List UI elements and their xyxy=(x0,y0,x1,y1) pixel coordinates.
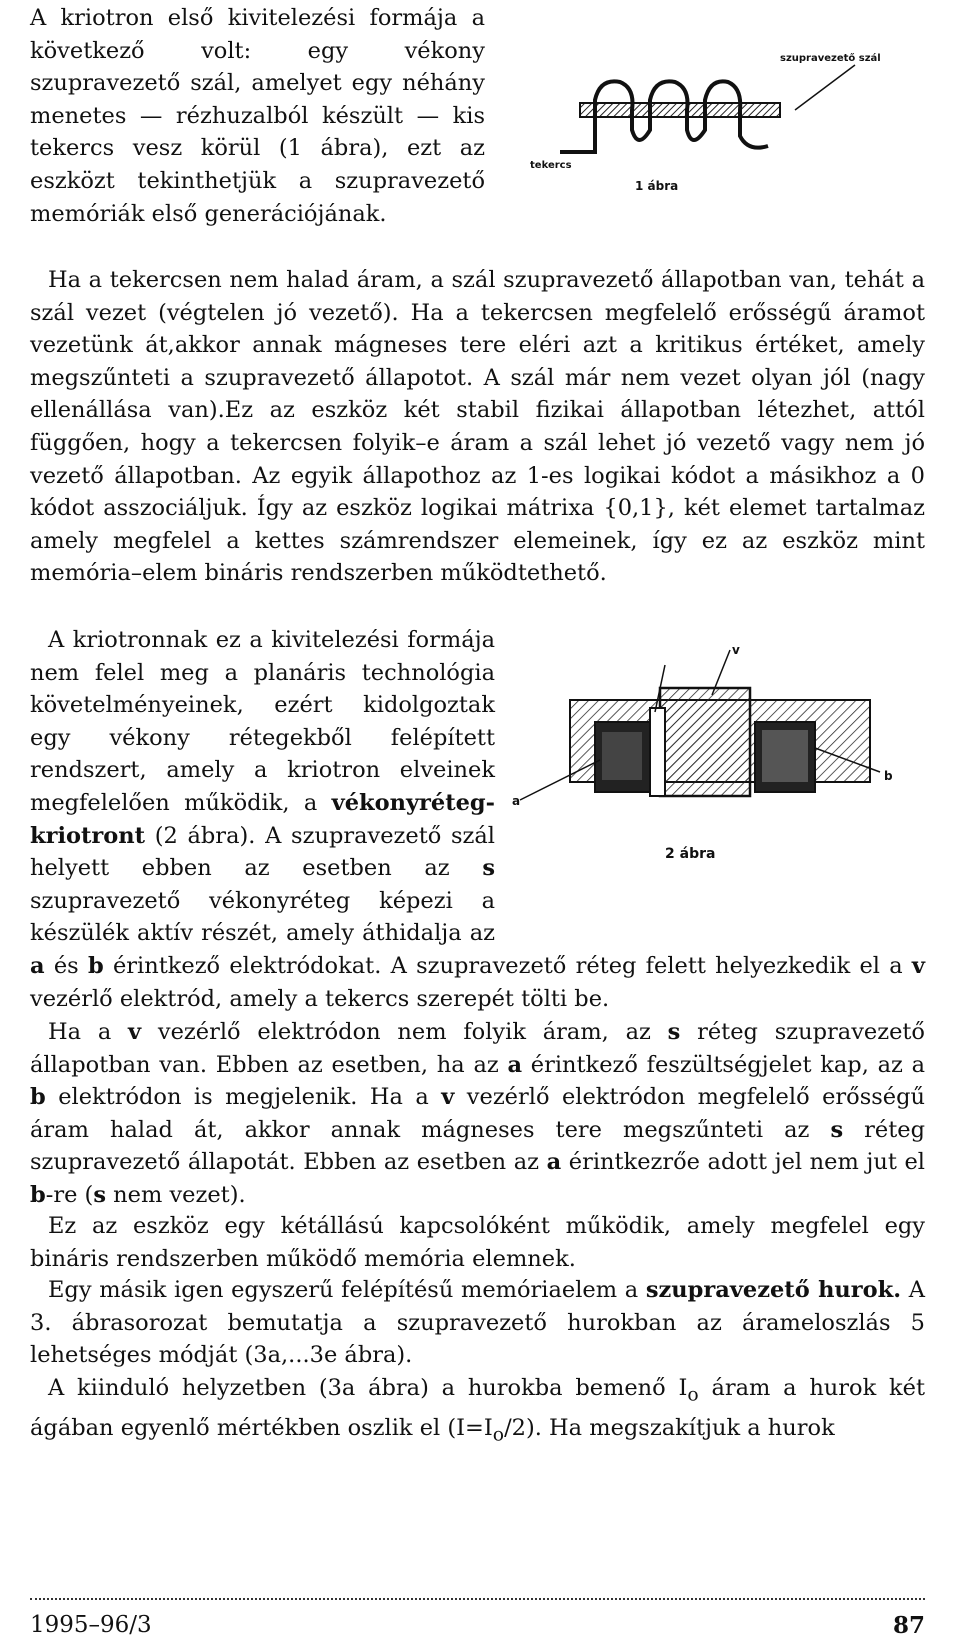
paragraph-3-part6: vezérlő elektród, amely a tekercs szerepét tölti be. xyxy=(30,985,610,1012)
p7-sub2: o xyxy=(492,1424,505,1446)
paragraph-5-text: Ez az eszköz egy kétállású kapcsolóként működik, amely megfelel egy bináris rendszerben működő memória elemnek. xyxy=(30,1213,925,1272)
coil-label: tekercs xyxy=(530,160,572,171)
figure-2 xyxy=(500,640,920,890)
figure-2-caption: 2 ábra xyxy=(665,846,716,862)
figure-1 xyxy=(520,40,920,210)
p4-t3: réteg szupravezető állapotban van. Ebben az esetben, ha az xyxy=(30,1019,925,1078)
p4-b3: a xyxy=(507,1051,523,1078)
footer-rule xyxy=(30,1598,925,1600)
paragraph-6 xyxy=(30,1274,925,1372)
p6-t2: A 3. ábrasorozat bemutatja a szupravezető hurokban az árameloszlás 5 lehetséges módját (3a,...3e ábra). xyxy=(30,1277,926,1369)
paragraph-1 xyxy=(30,2,485,230)
p4-t10: nem vezet). xyxy=(106,1181,246,1208)
p4-b9: s xyxy=(93,1181,107,1208)
p4-b8: b xyxy=(30,1181,46,1208)
p4-b1: v xyxy=(128,1019,142,1045)
p4-t4: érintkező feszültségjelet kap, az a xyxy=(522,1051,925,1078)
wire-label: szupravezető szál xyxy=(780,53,881,64)
p4-b4: b xyxy=(30,1084,46,1111)
p4-t9: -re ( xyxy=(45,1181,94,1208)
term-a: a xyxy=(30,952,45,979)
paragraph-7 xyxy=(30,1372,925,1452)
paragraph-4 xyxy=(30,1016,925,1212)
p4-t5: elektródon is megjelenik. Ha a xyxy=(45,1084,442,1111)
p6-t1: Egy másik igen egyszerű felépítésű memóriaelem a xyxy=(48,1277,646,1303)
paragraph-3-part3: szupravezető vékonyréteg képezi a készülék aktív részét, amely áthidalja az xyxy=(30,887,495,947)
paragraph-3-part5: érintkező elektródokat. A szupravezető réteg felett helyezkedik el a xyxy=(103,952,912,979)
p4-b2: s xyxy=(667,1019,681,1045)
label-a: a xyxy=(512,794,521,808)
label-v: v xyxy=(732,643,740,657)
paragraph-3-part2: (2 ábra). A szupravezető szál helyett ebben az esetben az xyxy=(30,822,495,882)
p7-sub1: o xyxy=(687,1384,699,1406)
paragraph-3-part1: A kriotronnak ez a kivitelezési formája nem felel meg a planáris technológia követelményeinek, ezért kidolgoztak egy vékony rétegekből felépített rendszert, amely a kriotron elveinek megfelelően működik, a xyxy=(30,627,495,816)
paragraph-5 xyxy=(30,1210,925,1275)
p4-b7: a xyxy=(546,1149,562,1176)
superconducting-wire xyxy=(580,103,780,117)
superconducting-loop-term: szupravezető hurok. xyxy=(645,1277,902,1303)
page-number: 87 xyxy=(892,1612,925,1639)
p4-t1: Ha a xyxy=(48,1019,129,1045)
label-b: b xyxy=(884,769,893,783)
wire-pointer xyxy=(795,65,855,110)
figure-2-drawing xyxy=(500,640,920,890)
p7-t1: A kiinduló helyzetben (3a ábra) a hurokba bemenő I xyxy=(48,1375,688,1401)
p7-t2: áram a hurok két ágában egyenlő mértékben oszlik el (I=I xyxy=(30,1375,925,1442)
issue-number: 1995–96/3 xyxy=(30,1612,152,1638)
thin-film-cryotron-term: vékonyréteg-kriotront xyxy=(30,789,495,849)
figure-1-drawing xyxy=(520,40,920,210)
p4-t7: réteg szupravezető állapotát. Ebben az esetben az xyxy=(30,1116,926,1176)
electrode-b-inner xyxy=(762,730,808,782)
layer-s-left xyxy=(650,708,665,796)
footer xyxy=(30,1612,925,1639)
paragraph-2-text: Ha a tekercsen nem halad áram, a szál szupravezető állapotban van, tehát a szál vezet (végtelen jó vezető). Ha a tekercsen megfelelő erősségű áramot vezetünk át,akkor annak mágneses tere eléri azt a kritikus értéket, amely megszűnteti a szupravezető állapotot. A szál már nem vezet olyan jól (nagy ellenállása van).Ez az eszköz két stabil fizikai állapotban létezhet, attól függően, hogy a tekercsen folyik–e áram a szál lehet jó vezető vagy nem jó vezető állapotban. Az egyik állapothoz az 1-es logikai kódot a másikhoz a 0 kódot asszociáljuk. Így az eszköz logikai mátrixa {0,1}, két elemet tartalmaz amely megfelel a kettes számrendszer elemeinek, így ez az eszköz mint memória–elem bináris rendszerben működtethető. xyxy=(30,267,925,587)
term-v: v xyxy=(911,952,925,979)
p4-t2: vezérlő elektródon nem folyik áram, az xyxy=(141,1019,668,1045)
p4-b6: s xyxy=(830,1116,844,1143)
p4-t6: vezérlő elektródon megfelelő erősségű áram halad át, akkor annak mágneses tere megszűnteti az xyxy=(30,1084,925,1143)
paragraph-2 xyxy=(30,264,925,590)
control-electrode-v xyxy=(660,688,750,796)
p4-t8: érintkezrőe adott jel nem jut el xyxy=(561,1149,925,1176)
paragraph-3-part4: és xyxy=(44,952,88,979)
p4-b5: v xyxy=(441,1084,455,1111)
term-b: b xyxy=(87,952,104,979)
electrode-a-inner xyxy=(602,732,642,780)
figure-1-caption: 1 ábra xyxy=(635,179,679,193)
paragraph-1-text: A kriotron első kivitelezési formája a következő volt: egy vékony szupravezető szál, amelyet egy néhány menetes — rézhuzalból készült — kis tekercs vesz körül (1 ábra), ezt az eszközt tekinthetjük a szupravezető memóriák első generációjának. xyxy=(30,5,485,227)
p7-t3: /2). Ha megszakítjuk a hurok xyxy=(504,1415,835,1442)
term-s: s xyxy=(482,855,495,882)
